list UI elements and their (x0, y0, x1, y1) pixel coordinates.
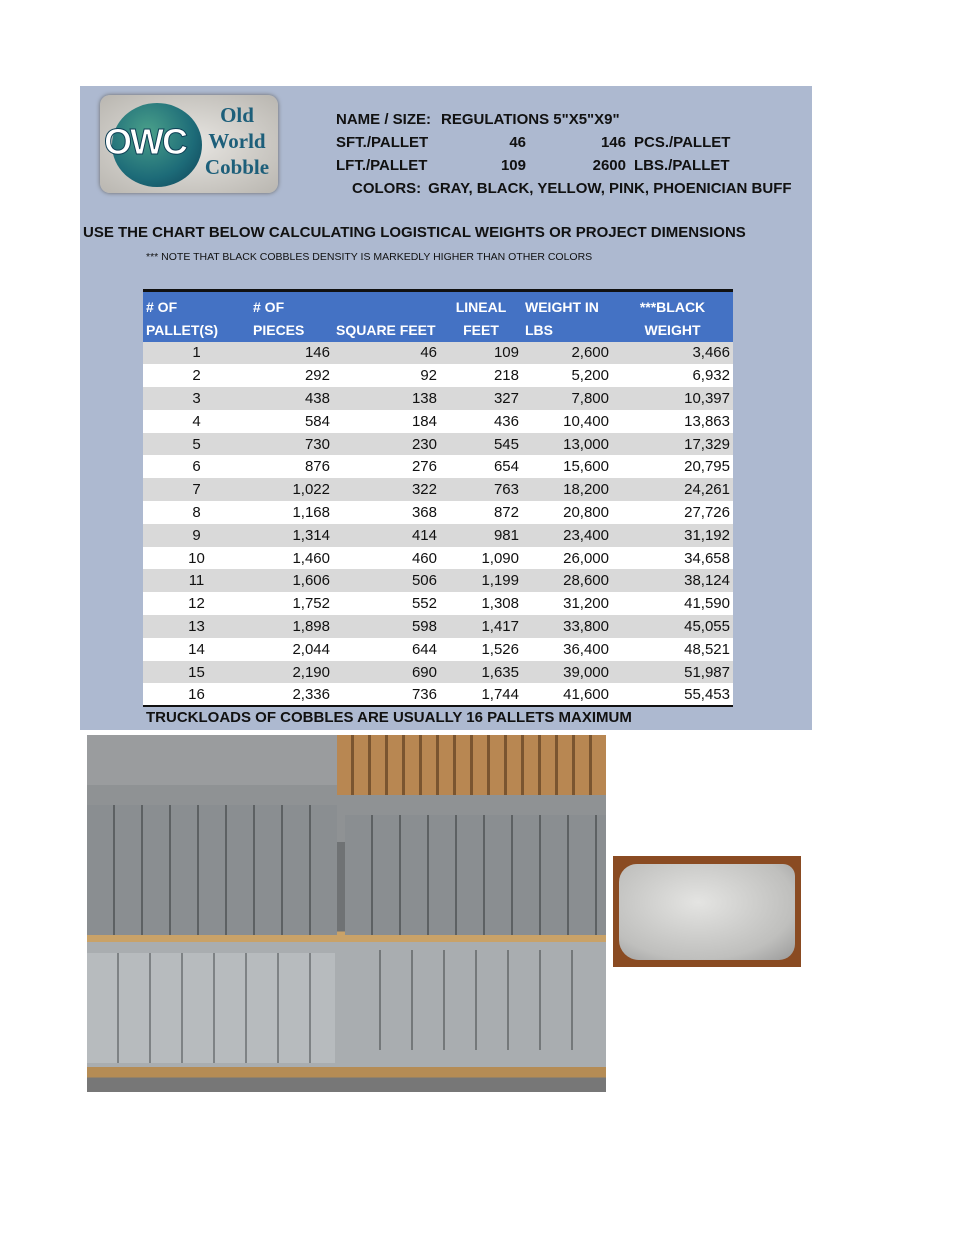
table-cell: 2,190 (250, 661, 333, 684)
header-line: WEIGHT (644, 321, 701, 338)
table-cell: 28,600 (522, 569, 612, 592)
table-cell: 46 (333, 342, 440, 365)
column-header (143, 291, 250, 342)
table-row (143, 387, 733, 410)
table-cell: 598 (333, 615, 440, 638)
table-row (143, 524, 733, 547)
table-cell: 552 (333, 592, 440, 615)
colors-label: COLORS: (352, 180, 422, 197)
table-cell: 33,800 (522, 615, 612, 638)
table-cell: 9 (143, 524, 250, 547)
table-cell: 24,261 (612, 478, 733, 501)
table-cell: 7,800 (522, 387, 612, 410)
table-row (143, 638, 733, 661)
table-cell: 38,124 (612, 569, 733, 592)
table-cell: 13 (143, 615, 250, 638)
table-cell: 31,192 (612, 524, 733, 547)
table-cell: 55,453 (612, 683, 733, 706)
header-line: # OF (253, 298, 285, 315)
table-cell: 736 (333, 683, 440, 706)
table-cell: 39,000 (522, 661, 612, 684)
table-cell: 6 (143, 455, 250, 478)
header-line: # OF (146, 298, 178, 315)
table-cell: 4 (143, 410, 250, 433)
table-cell: 1,526 (440, 638, 522, 661)
table-cell: 436 (440, 410, 522, 433)
cobble-stack (345, 815, 606, 935)
lft-value: 109 (500, 157, 526, 174)
table-cell: 292 (250, 364, 333, 387)
table-cell: 13,863 (612, 410, 733, 433)
crates (337, 735, 606, 795)
header-line: FEET (463, 321, 499, 338)
column-header (440, 291, 522, 342)
table-cell: 1,308 (440, 592, 522, 615)
table-cell: 644 (333, 638, 440, 661)
table-cell: 981 (440, 524, 522, 547)
table-cell: 276 (333, 455, 440, 478)
lft-label: LFT./PALLET (336, 157, 428, 174)
owc-logo (100, 95, 278, 193)
table-cell: 34,658 (612, 547, 733, 570)
density-note: *** NOTE THAT BLACK COBBLES DENSITY IS MARKEDLY HIGHER THAN OTHER COLORS (146, 251, 593, 263)
table-cell: 1,744 (440, 683, 522, 706)
table-cell: 763 (440, 478, 522, 501)
table-row (143, 478, 733, 501)
table-cell: 48,521 (612, 638, 733, 661)
table-cell: 41,590 (612, 592, 733, 615)
table-row (143, 433, 733, 456)
table-cell: 12 (143, 592, 250, 615)
table-cell: 92 (333, 364, 440, 387)
pcs-value: 146 (600, 134, 626, 151)
header-line: SQUARE FEET (336, 321, 436, 338)
colors-value: GRAY, BLACK, YELLOW, PINK, PHOENICIAN BUFF (428, 180, 792, 197)
table-cell: 584 (250, 410, 333, 433)
header-line (336, 296, 437, 319)
table-cell: 1,460 (250, 547, 333, 570)
table-cell: 1,606 (250, 569, 333, 592)
table-cell: 368 (333, 501, 440, 524)
table-cell: 41,600 (522, 683, 612, 706)
table-row (143, 501, 733, 524)
table-cell: 10,397 (612, 387, 733, 410)
table-cell: 10,400 (522, 410, 612, 433)
table-cell: 1,199 (440, 569, 522, 592)
header-line: WEIGHT IN (525, 298, 599, 315)
table-cell: 1,022 (250, 478, 333, 501)
sft-row (336, 131, 730, 154)
column-header (522, 291, 612, 342)
table-cell: 11 (143, 569, 250, 592)
table-cell: 20,795 (612, 455, 733, 478)
table-cell: 45,055 (612, 615, 733, 638)
colors-row (352, 177, 792, 200)
column-header (333, 291, 440, 342)
header-line: LINEAL (455, 298, 507, 315)
table-cell: 730 (250, 433, 333, 456)
table-cell: 327 (440, 387, 522, 410)
table-cell: 18,200 (522, 478, 612, 501)
cobble-stone (619, 864, 795, 960)
lbs-label: LBS./PALLET (634, 157, 730, 174)
table-cell: 3 (143, 387, 250, 410)
table-cell: 26,000 (522, 547, 612, 570)
table-cell: 1,417 (440, 615, 522, 638)
table-cell: 1 (143, 342, 250, 365)
truckload-note: TRUCKLOADS OF COBBLES ARE USUALLY 16 PALLETS MAXIMUM (146, 709, 632, 726)
table-cell: 36,400 (522, 638, 612, 661)
pcs-label: PCS./PALLET (634, 134, 731, 151)
table-cell: 414 (333, 524, 440, 547)
table-cell: 2,044 (250, 638, 333, 661)
logo-old: Old (220, 103, 254, 127)
table-cell: 460 (333, 547, 440, 570)
name-value: REGULATIONS 5"X5"X9" (441, 111, 620, 128)
table-row (143, 661, 733, 684)
table-cell: 1,635 (440, 661, 522, 684)
chart-title: USE THE CHART BELOW CALCULATING LOGISTICAL WEIGHTS OR PROJECT DIMENSIONS (83, 224, 746, 241)
logo-world: World (208, 129, 266, 153)
table-cell: 872 (440, 501, 522, 524)
logo-owc: OWC (104, 121, 186, 162)
cobble-stack (87, 953, 335, 1063)
cobble-stack (349, 950, 599, 1050)
table-cell: 690 (333, 661, 440, 684)
table-cell: 218 (440, 364, 522, 387)
table-row (143, 615, 733, 638)
name-label: NAME / SIZE: (336, 111, 432, 128)
table-cell: 23,400 (522, 524, 612, 547)
table-cell: 1,898 (250, 615, 333, 638)
table-cell: 8 (143, 501, 250, 524)
table-cell: 1,314 (250, 524, 333, 547)
table-row (143, 342, 733, 365)
table-cell: 5,200 (522, 364, 612, 387)
header-line: PIECES (253, 321, 305, 338)
header-line: PALLET(S) (146, 321, 219, 338)
pallet-table (143, 289, 733, 707)
table-cell: 2 (143, 364, 250, 387)
table-cell: 27,726 (612, 501, 733, 524)
lft-row (336, 154, 730, 177)
table-cell: 1,168 (250, 501, 333, 524)
table-cell: 17,329 (612, 433, 733, 456)
table-row (143, 455, 733, 478)
table-cell: 31,200 (522, 592, 612, 615)
table-cell: 146 (250, 342, 333, 365)
table-row (143, 683, 733, 706)
table-cell: 438 (250, 387, 333, 410)
table-cell: 7 (143, 478, 250, 501)
table-cell: 109 (440, 342, 522, 365)
table-row (143, 410, 733, 433)
logo-cobble: Cobble (204, 155, 270, 179)
table-cell: 184 (333, 410, 440, 433)
table-cell: 15,600 (522, 455, 612, 478)
table-cell: 14 (143, 638, 250, 661)
table-row (143, 364, 733, 387)
table-row (143, 592, 733, 615)
table-cell: 16 (143, 683, 250, 706)
table-cell: 3,466 (612, 342, 733, 365)
table-cell: 230 (333, 433, 440, 456)
table-row (143, 569, 733, 592)
column-header (250, 291, 333, 342)
table-cell: 5 (143, 433, 250, 456)
table-cell: 10 (143, 547, 250, 570)
table-cell: 15 (143, 661, 250, 684)
pallets-photo (87, 735, 606, 1092)
table-cell: 876 (250, 455, 333, 478)
table-cell: 6,932 (612, 364, 733, 387)
table-cell: 2,600 (522, 342, 612, 365)
table-cell: 654 (440, 455, 522, 478)
header-line: ***BLACK (639, 298, 706, 315)
sft-label: SFT./PALLET (336, 134, 429, 151)
table-cell: 506 (333, 569, 440, 592)
cobble-stack (87, 805, 337, 935)
table-cell: 322 (333, 478, 440, 501)
cobble-photo (613, 856, 801, 967)
lbs-value: 2600 (592, 157, 626, 174)
table-cell: 1,090 (440, 547, 522, 570)
table-cell: 1,752 (250, 592, 333, 615)
table-cell: 2,336 (250, 683, 333, 706)
name-row (336, 108, 620, 131)
table-cell: 138 (333, 387, 440, 410)
header-line: LBS (525, 321, 553, 338)
table-cell: 20,800 (522, 501, 612, 524)
sft-value: 46 (509, 134, 526, 151)
table-cell: 51,987 (612, 661, 733, 684)
table-cell: 545 (440, 433, 522, 456)
table-row (143, 547, 733, 570)
table-cell: 13,000 (522, 433, 612, 456)
column-header (612, 291, 733, 342)
